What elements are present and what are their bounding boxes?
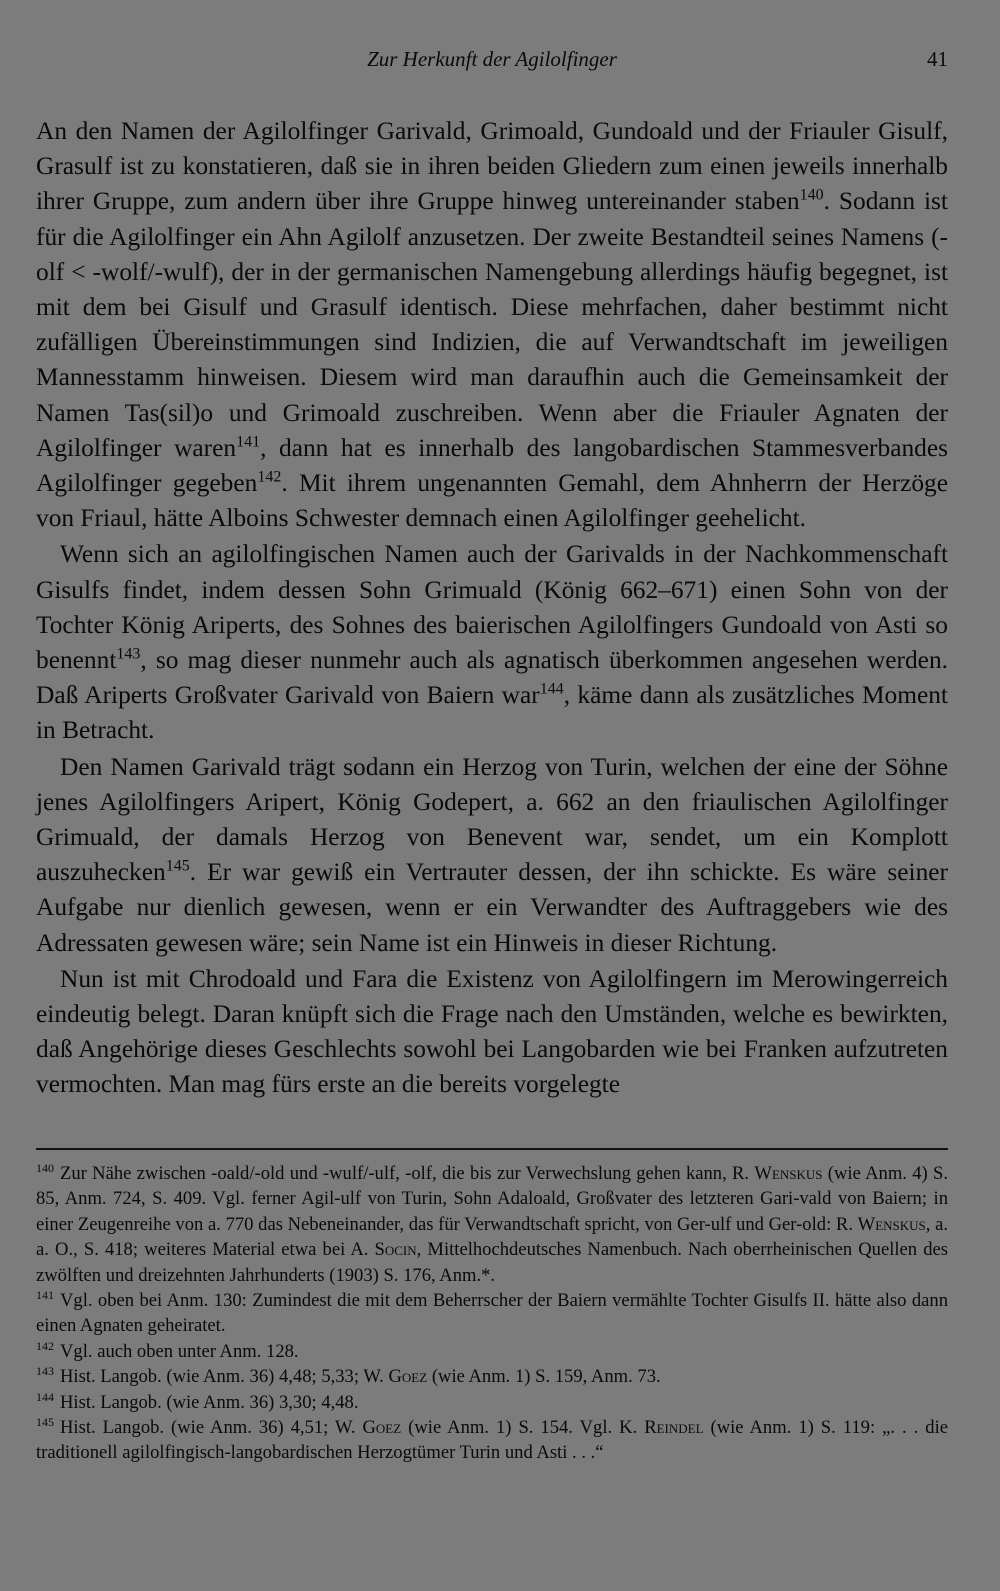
- footnote: [36, 1339, 948, 1364]
- text-run: (wie Anm. 1) S. 159, Anm. 73.: [427, 1366, 661, 1388]
- footnote-number: [36, 1390, 60, 1415]
- footnote-ref: 144: [539, 680, 564, 698]
- footnote-ref: 141: [236, 433, 261, 451]
- author-name: Socin: [374, 1239, 417, 1261]
- paragraph: [36, 537, 948, 748]
- footnote-number: [36, 1288, 60, 1313]
- footnote-number-text: 142: [36, 1338, 54, 1353]
- footnote-number-text: 143: [36, 1364, 54, 1379]
- text-run: , a. a. O., S. 418; weiteres Material etwa bei A.: [36, 1213, 948, 1261]
- text-run: An den Namen der Agilolfinger Garivald, Grimoald, Gundoald und der Friauler Gisulf, Grasulf ist zu konstatieren, daß sie in ihren beiden Gliedern zum einen jeweils innerhalb ihrer Gruppe, zum andern über ihre Gruppe hinweg untereinander staben: [36, 117, 948, 216]
- footnotes: [36, 1161, 948, 1466]
- footnote-ref: 140: [799, 186, 824, 204]
- text-run: Hist. Langob. (wie Anm. 36) 4,48; 5,33; W.: [60, 1366, 389, 1388]
- text-run: (wie Anm. 4) S. 85, Anm. 724, S. 409. Vgl. ferner Agil-ulf von Turin, Sohn Adaloald, Großvater des letzteren Gari-vald von Baiern; in einer Zeugenreihe von a. 770 das Nebeneinander, das für Verwandtschaft spricht, von Ger-ulf und Ger-old: R.: [36, 1163, 949, 1235]
- footnote-ref: 145: [165, 857, 190, 875]
- footnote-ref: 143: [116, 645, 141, 663]
- running-head: [36, 44, 948, 74]
- footnote: [36, 1390, 948, 1415]
- text-run: , dann hat es innerhalb des langobardischen Stammesverbandes Agilolfinger gegeben: [36, 433, 949, 498]
- text-run: (wie Anm. 1) S. 119: „. . . die traditionell agilolfingisch-langobardischen Herzogtümer Turin und Asti . . .“: [36, 1417, 948, 1464]
- paragraph: [36, 962, 948, 1103]
- text-run: , so mag dieser nunmehr auch als agnatisch überkommen angesehen werden. Daß Ariperts Großvater Garivald von Baiern war: [36, 646, 948, 710]
- footnote: [36, 1364, 948, 1389]
- running-title: Zur Herkunft der Agilolfinger: [367, 47, 617, 71]
- footnote-number-text: 144: [36, 1389, 54, 1404]
- text-run: Den Namen Garivald trägt sodann ein Herzog von Turin, welchen der eine der Söhne jenes Agilolfingers Aripert, König Godepert, a. 662 an den friaulischen Agilolfinger Grimuald, der damals Herzog von Benevent war, sendet, um ein Komplott auszuhecken: [36, 752, 948, 887]
- footnote: [36, 1415, 948, 1466]
- footnote-number: [36, 1339, 60, 1364]
- paragraph: [36, 750, 948, 961]
- text-run: . Er war gewiß ein Vertrauter dessen, der ihn schickte. Es wäre seiner Aufgabe nur dienlich gewesen, wenn er ein Verwandter des Auftraggebers wie des Adressaten gewesen wäre; sein Name ist ein Hinweis in dieser Richtung.: [36, 858, 948, 957]
- footnote-number-text: 141: [36, 1287, 54, 1302]
- author-name: Wenskus: [754, 1163, 823, 1184]
- text-run: . Mit ihrem ungenannten Gemahl, dem Ahnherrn der Herzöge von Friaul, hätte Alboins Schwester demnach einen Agilolfinger geehelicht.: [36, 469, 949, 533]
- text-run: Vgl. oben bei Anm. 130: Zumindest die mit dem Beherrscher der Baiern vermählte Tochter Gisulfs II. hätte also dann einen Agnaten geheiratet.: [36, 1290, 948, 1337]
- text-run: (wie Anm. 1) S. 154. Vgl. K.: [401, 1417, 645, 1439]
- body-text: [36, 114, 948, 1103]
- text-run: Nun ist mit Chrodoald und Fara die Existenz von Agilolfingern im Merowingerreich eindeutig belegt. Daran knüpft sich die Frage nach den Umständen, welche es bewirkten, daß Angehörige dieses Geschlechts sowohl bei Langobarden wie bei Franken aufzutreten vermochten. Man mag fürs erste an die bereits vorgelegte: [36, 964, 948, 1099]
- footnote: [36, 1288, 948, 1339]
- footnote-number-text: 145: [36, 1414, 54, 1429]
- footnote-number-text: 140: [36, 1160, 54, 1175]
- footnote-ref: 142: [257, 468, 282, 486]
- text-run: Hist. Langob. (wie Anm. 36) 3,30; 4,48.: [60, 1391, 359, 1413]
- text-run: Zur Nähe zwischen -oald/-old und -wulf/-ulf, -olf, die bis zur Verwechslung gehen kann, R.: [60, 1163, 755, 1184]
- footnote-rule: [36, 1148, 948, 1150]
- footnote-number: [36, 1161, 60, 1186]
- text-run: . Sodann ist für die Agilolfinger ein Ahn Agilolf anzusetzen. Der zweite Bestandteil seines Namens (-olf < -wolf/-wulf), der in der germanischen Namengebung allerdings häufig begegnet, ist mit dem bei Gisulf und Grasulf identisch. Diese mehrfachen, daher bestimmt nicht zufälligen Übereinstimmungen sind Indizien, die auf Verwandtschaft im jeweiligen Mannesstamm hinweisen. Diesem wird man daraufhin auch die Gemeinsamkeit der Namen Tas(sil)o und Grimoald zuschreiben. Wenn aber die Friauler Agnaten der Agilolfinger waren: [36, 187, 948, 462]
- text-run: Hist. Langob. (wie Anm. 36) 4,51; W.: [60, 1417, 363, 1439]
- page-number: 41: [927, 47, 948, 71]
- text-run: , Mittelhochdeutsches Namenbuch. Nach oberrheinischen Quellen des zwölften und dreizehnten Jahrhunderts (1903) S. 176, Anm.*.: [36, 1239, 948, 1286]
- paragraph: [36, 114, 948, 536]
- text-run: , käme dann als zusätzliches Moment in Betracht.: [36, 681, 948, 745]
- footnote-number: [36, 1415, 60, 1440]
- author-name: Reindel: [644, 1417, 704, 1439]
- footnote-number: [36, 1364, 60, 1389]
- text-run: Vgl. auch oben unter Anm. 128.: [60, 1340, 299, 1362]
- footnote: [36, 1161, 948, 1288]
- author-name: Goez: [388, 1366, 428, 1388]
- text-run: Wenn sich an agilolfingischen Namen auch der Garivalds in der Nachkommenschaft Gisulfs findet, indem dessen Sohn Grimuald (König 662–671) einen Sohn von der Tochter König Ariperts, des Sohnes des baierischen Agilolfingers Gundoald von Asti so benennt: [36, 540, 948, 675]
- author-name: Goez: [362, 1417, 402, 1439]
- author-name: Wenskus: [857, 1213, 926, 1235]
